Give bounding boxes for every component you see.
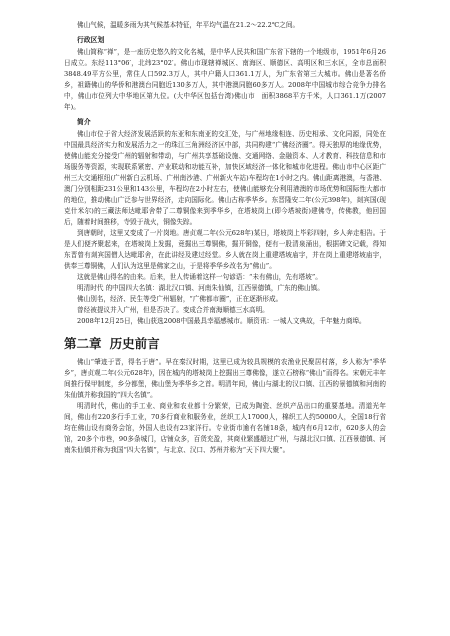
four-towns-paragraph: 明清时代 的中国四大名镇：湖北汉口镇、河南朱仙镇，江西景德镇，广东的佛山镇。 (77, 284, 324, 292)
brief-paragraph: 佛山市位于省大经济发展活跃的东亚和东南亚的交汇处，与广州地缘相连、历史相承、文化同源，同处在中国最具经济实力和发展活力之一的珠江三角洲经济区中部，共同构建“广佛经济圈”。得天独厚的地缘优势，使佛山能充分接受广州的辐射和带动，与广州共享基础设施、交通网络、金融资本、人才教育、科技信息和市场服务等资源，实现联系紧密、产业联动和功能互补，加快区域经济一体化和城市化进程。佛山市中心区距广州三大交通枢纽(广州新白云机场、广州南沙港、广州新火车站)车程均在1小时之内。佛山距离港澳，与香港、澳门分别相距231公里和143公里，车程均在2小时左右，使佛山能够充分利用港澳的市场优势和国际性大都市的地位，推动佛山广泛参与世界经济，走向国际化。佛山古称季华乡。东晋隆安二年(公元398年)，剡宾国(现克什米尔)的三藏法师达毗耶舍带了二尊铜像来到季华乡，在塔坡岗上(即今塔坡街)建佛寺，传佛教，他回国后，随着时间推移，寺毁于战火，铜像失踪。 (64, 130, 386, 226)
chapter-paragraph-2: 明清时代，佛山的手工业、商业和农业都十分繁荣，已成为陶瓷、丝织产品出口的重要基地。清道光年间，佛山有220多行手工业，70多行商业和服务业，丝织工人17000人，棉织工人约50000人，全国18行省均在佛山设有商务会馆，外国人也设有23家洋行。专业街市逾有名铺18条，城内有6月12市，620多人的会馆，20多个市巷，90多条城门，店铺众多，百货充盈，其商业繁盛超过广州，与湖北汉口镇、江西景德镇、河南朱仙镇并称为我国“四大名镇”，与北京、汉口、苏州并称为“天下四大聚”。 (64, 402, 386, 454)
origin-paragraph: 这就是佛山得名的由来。后来，世人传诵着这样一句谚语：“未有佛山，先有塔坡”。 (77, 273, 322, 281)
merger-paragraph: 曾经被提议并入广州，但是否决了。变成合并南海顺德三水高明。 (77, 306, 269, 314)
climate-paragraph: 佛山气候，温暖多雨为其气候基本特征，年平均气温在21.2～22.2℃之间。 (77, 21, 300, 29)
chapter-title: 历史前言 (109, 336, 160, 351)
admin-paragraph: 佛山简称“禅”，是一座历史悠久的文化名城，是中华人民共和国广东省下辖的一个地级市，1951年6月26日成立。东经113°06′，北纬23°02′。佛山市现辖禅城区、南海区、顺德区、高明区和三水区，全市总面积3848.49平方公里，常住人口592.3万人，其中户籍人口361.1万人，为广东省第三大城市。佛山是著名侨乡，祖籍佛山的华侨和港澳台同胞近130多万人，其中港澳同胞60多万人。2008年中国城市综合竞争力排名中，佛山市位列大中华地区第九位。(大中华区包括台湾)佛山市 面积3868平方千米，人口361.1万(2007年)。 (64, 48, 386, 111)
happiness-paragraph: 2008年12月25日，佛山获选2008中国最具幸福感城市。顺资讯：一城人文典故，千年魅力商埠。 (77, 317, 366, 325)
guangfo-paragraph: 佛山别名，经济、民生等受广州辐射，“广佛都市圈”，正在逐渐形成。 (77, 295, 283, 303)
section-heading-admin: 行政区划 (77, 36, 105, 44)
chapter-heading (64, 336, 386, 352)
chapter-paragraph-1: 佛山“肇迹于晋，得名于唐”。早在秦汉时期，这里已成为较具规模的农渔业民聚居村落，乡人称为“季华乡”，唐贞观二年(公元628年)，因在城内的塔坡岗上挖掘出三尊佛像，遂立石榜称“佛山”而得名。宋朝元丰年间推行保甲制度，乡分都堡，佛山堡为季华乡之首。明清年间，佛山与湖北的汉口镇、江西的景德镇和河南的朱仙镇并称我国的“四大名镇”。 (64, 358, 386, 399)
section-heading-brief: 简介 (77, 118, 91, 126)
chapter-number: 第二章 (64, 336, 102, 351)
history-paragraph: 到唐朝时，这里又变成了一片岗地。唐贞观二年(公元628年)某日，塔坡岗上毕彩四射，乡人奔走相告。于是人们便齐聚起来，在塔坡岗上发掘，竟掘出三尊铜佛，掘开铜像，便有一股清泉涌出，根据碑文记载，得知东晋曾有剡宾国僧人达毗耶舍，在此讲经及建过经堂。乡人就在岗上重建塔坡庙宇，并在岗上重建塔坡庙宇，供奉三尊铜佛，人们认为这里是佛家之山，于是将季华乡改名为“佛山”。 (64, 229, 386, 270)
